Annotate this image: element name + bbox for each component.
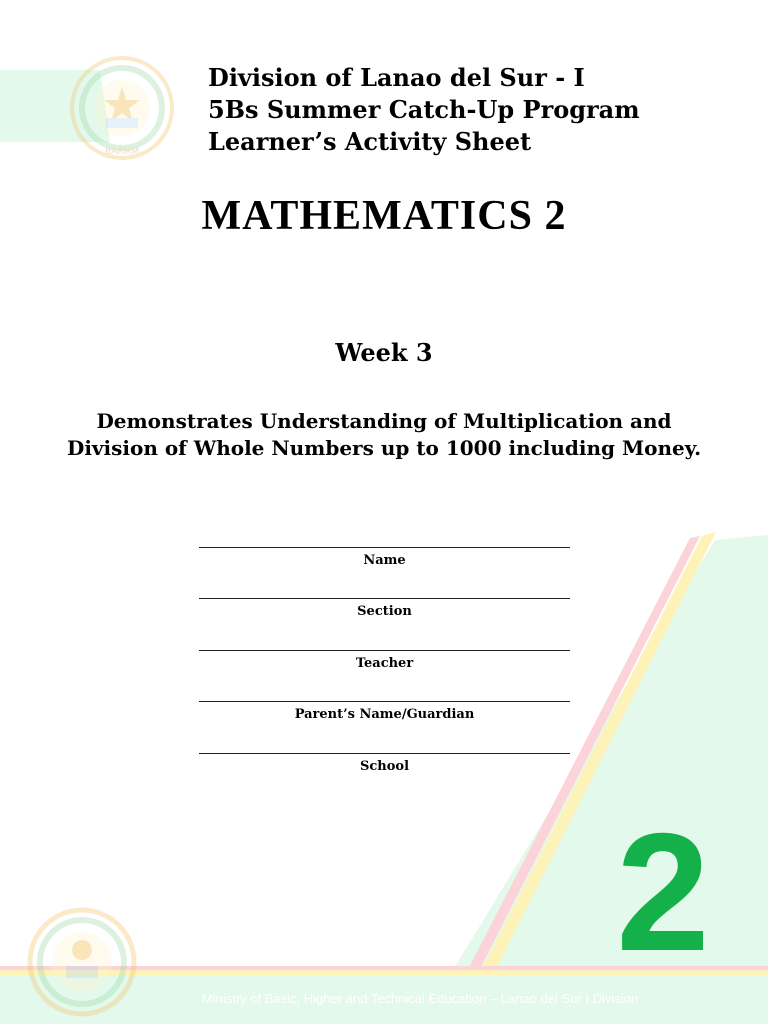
footer-ministry: Ministry of Basic, Higher and Technical Education – Lanao del Sur I Division [201, 991, 639, 1006]
program-title: 5Bs Summer Catch-Up Program [208, 95, 640, 124]
name-field [199, 547, 570, 568]
division-title: Division of Lanao del Sur - I [208, 63, 585, 92]
section-label: Section [357, 604, 412, 619]
school-line[interactable] [199, 753, 570, 754]
guardian-line[interactable] [199, 701, 570, 702]
teacher-line[interactable] [199, 650, 570, 651]
week-label: Week 3 [335, 338, 433, 367]
sheet-title: Learner’s Activity Sheet [208, 127, 532, 156]
header-block [208, 62, 640, 158]
section-field [199, 598, 570, 619]
competency-text: Demonstrates Understanding of Multiplication and Division of Whole Numbers up to 1000 including Money. [66, 409, 702, 460]
teacher-field [199, 650, 570, 671]
school-field [199, 753, 570, 774]
school-label: School [359, 759, 410, 774]
grade-badge: 2 [616, 798, 710, 986]
name-line[interactable] [199, 547, 570, 548]
name-label: Name [363, 553, 406, 568]
teacher-label: Teacher [355, 656, 414, 671]
guardian-field [199, 701, 570, 722]
guardian-label: Parent’s Name/Guardian [294, 707, 475, 722]
subject-title: MATHEMATICS 2 [201, 193, 567, 239]
svg-text:BARMM: BARMM [104, 147, 140, 157]
section-line[interactable] [199, 598, 570, 599]
